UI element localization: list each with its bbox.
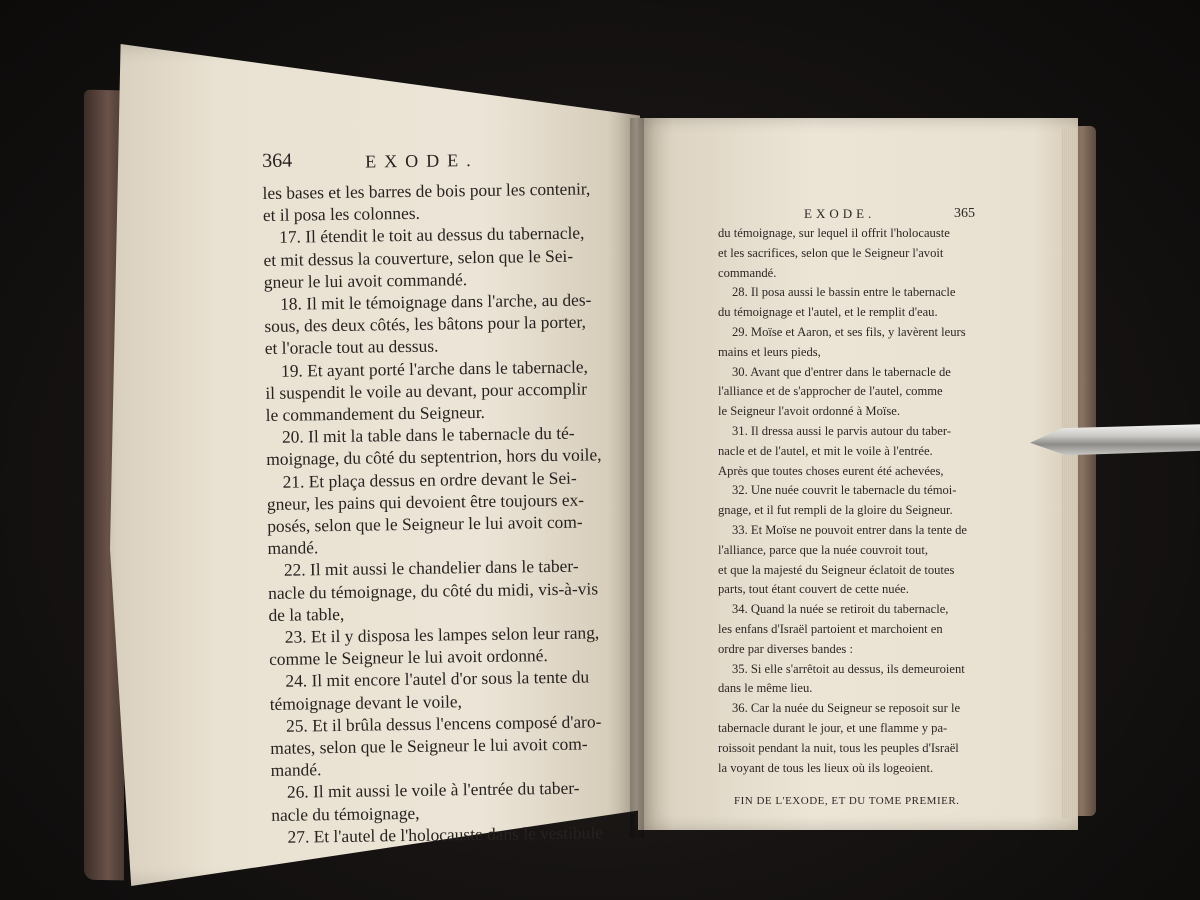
- text-line: comme le Seigneur le lui avoit ordonné.: [268, 645, 548, 670]
- text-line: gneur, les pains qui devoient être toujours ex-: [266, 489, 585, 514]
- text-line: moignage, du côté du septentrion, hors du voile,: [266, 444, 602, 470]
- left-page-number: 364: [262, 149, 293, 172]
- text-line: tabernacle durant le jour, et une flamme y pa-: [718, 720, 948, 735]
- text-line: 34. Quand la nuée se retiroit du tabernacle,: [732, 602, 949, 617]
- text-line: dans le même lieu.: [718, 681, 813, 696]
- text-line: et les sacrifices, selon que le Seigneur l'avoit: [718, 245, 944, 260]
- text-line: du témoignage et l'autel, et le remplit d'eau.: [718, 305, 938, 320]
- text-line: 29. Moïse et Aaron, et ses fils, y lavèrent leurs: [732, 324, 966, 339]
- text-line: le commandement du Seigneur.: [265, 401, 486, 426]
- text-line: le Seigneur l'avoit ordonné à Moïse.: [718, 404, 901, 419]
- text-line: commandé.: [718, 265, 777, 280]
- left-page-text: [262, 145, 617, 848]
- right-running-head: EXODE.: [804, 206, 876, 221]
- text-line: de la table,: [268, 603, 345, 625]
- left-running-head: EXODE.: [365, 149, 479, 172]
- text-line: mandé.: [270, 759, 322, 781]
- text-line: nacle du témoignage, du côté du midi, vis-à-vis: [268, 578, 599, 603]
- text-line: 27. Et l'autel de l'holocauste dans le vestibule: [287, 822, 604, 847]
- text-line: 17. Il étendit le toit au dessus du tabernacle,: [279, 222, 585, 248]
- right-page-text: [718, 204, 975, 823]
- text-line: gneur le lui avoit commandé.: [263, 268, 468, 292]
- text-line: 33. Et Moïse ne pouvoit entrer dans la tente de: [732, 522, 968, 537]
- right-page-number: 365: [954, 206, 975, 221]
- text-line: ordre par diverses bandes :: [718, 641, 853, 656]
- text-line: la voyant de tous les lieux où ils logeoient.: [718, 760, 934, 775]
- text-line: 18. Il mit le témoignage dans l'arche, au des-: [280, 289, 592, 314]
- text-line: nacle du témoignage,: [271, 802, 420, 825]
- text-line: 19. Et ayant porté l'arche dans le tabernacle,: [280, 356, 589, 381]
- book-gutter: [630, 118, 644, 838]
- text-line: et l'oracle tout au dessus.: [264, 335, 439, 359]
- text-line: posés, selon que le Seigneur le lui avoit com-: [267, 511, 583, 537]
- right-page-header: [718, 204, 975, 224]
- text-line: nacle et de l'autel, et mit le voile à l'entrée.: [718, 443, 933, 458]
- text-line: 28. Il posa aussi le bassin entre le tabernacle: [732, 285, 956, 300]
- text-line: les bases et les barres de bois pour les contenir,: [262, 178, 591, 203]
- page-edges: [1062, 128, 1076, 818]
- closing-line: FIN DE L'EXODE, ET DU TOME PREMIER.: [734, 795, 960, 808]
- text-line: témoignage devant le voile,: [269, 690, 463, 714]
- text-line: 23. Et il y disposa les lampes selon leur rang,: [284, 622, 600, 647]
- text-line: sous, des deux côtés, les bâtons pour la porter,: [264, 311, 587, 337]
- text-line: l'alliance et de s'approcher de l'autel, comme: [718, 384, 943, 399]
- text-line: parts, tout étant couvert de cette nuée.: [718, 582, 909, 597]
- text-line: 32. Une nuée couvrit le tabernacle du témoi-: [732, 483, 957, 498]
- text-line: 24. Il mit encore l'autel d'or sous la tente du: [285, 666, 590, 692]
- text-line: et il posa les colonnes.: [262, 203, 421, 226]
- text-line: 36. Car la nuée du Seigneur se reposoit sur le: [732, 701, 961, 716]
- text-line: 22. Il mit aussi le chandelier dans le taber-: [283, 556, 579, 581]
- left-page-header: [262, 145, 607, 182]
- text-line: 20. Il mit la table dans le tabernacle du té-: [281, 422, 575, 447]
- text-line: 35. Si elle s'arrêtoit au dessus, ils demeuroient: [732, 661, 965, 676]
- text-line: il suspendit le voile au devant, pour accomplir: [265, 378, 588, 403]
- text-line: roissoit pendant la nuit, tous les peuples d'Israël: [718, 740, 959, 755]
- text-line: 26. Il mit aussi le voile à l'entrée du taber-: [286, 778, 580, 803]
- text-line: 31. Il dressa aussi le parvis autour du taber-: [732, 423, 952, 438]
- text-line: l'alliance, parce que la nuée couvroit tout,: [718, 542, 928, 557]
- text-line: du témoignage, sur lequel il offrit l'holocauste: [718, 226, 950, 240]
- text-line: gnage, et il fut rempli de la gloire du Seigneur.: [718, 503, 953, 518]
- text-line: Après que toutes choses eurent été achevées,: [718, 463, 944, 478]
- text-line: mates, selon que le Seigneur le lui avoit com-: [270, 733, 588, 759]
- text-line: mandé.: [267, 537, 319, 559]
- text-line: 25. Et il brûla dessus l'encens composé d'aro-: [285, 711, 602, 736]
- text-line: et que la majesté du Seigneur éclatoit de toutes: [718, 562, 955, 577]
- text-line: les enfans d'Israël partoient et marchoient en: [718, 621, 943, 636]
- text-line: 30. Avant que d'entrer dans le tabernacle de: [732, 364, 951, 379]
- text-line: mains et leurs pieds,: [718, 344, 821, 359]
- text-line: 21. Et plaça dessus en ordre devant le Sei-: [282, 467, 577, 492]
- text-line: et mit dessus la couverture, selon que le Sei-: [263, 245, 574, 270]
